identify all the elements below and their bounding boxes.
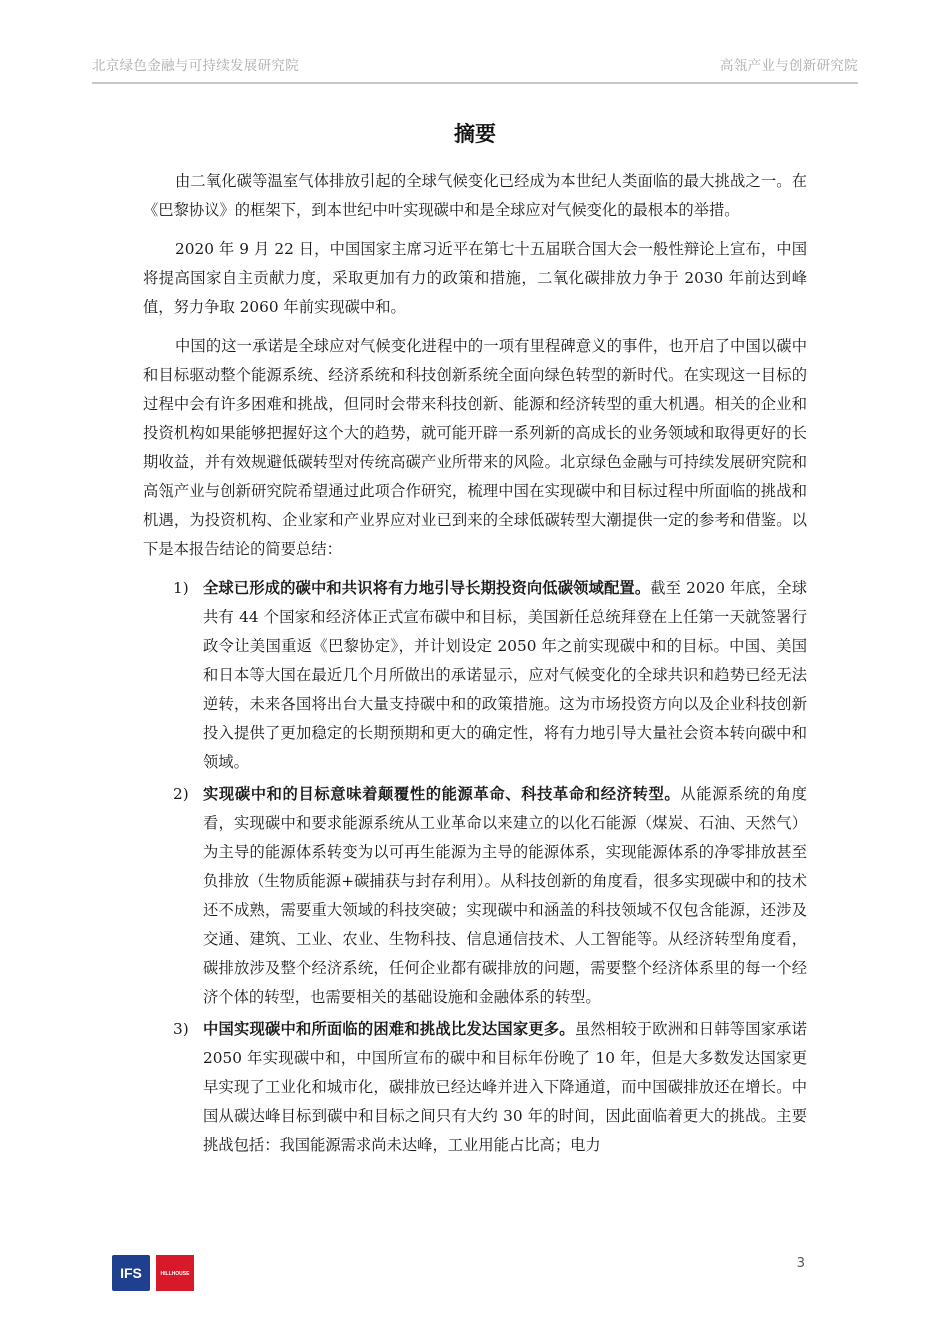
list-item-text: 虽然相较于欧洲和日韩等国家承诺 2050 年实现碳中和，中国所宣布的碳中和目标年份晚了 10 年，但是大多数发达国家更早实现了工业化和城市化，碳排放已经达峰并进入下降通道，而中国碳排放还在增长。中国从碳达峰目标到碳中和目标之间只有大约 30 年的时间，因此面临着更大的挑战。主要挑战包括：我国能源需求尚未达峰，工业用能占比高；电力 (203, 1020, 807, 1154)
header-left-institute: 北京绿色金融与可持续发展研究院 (92, 58, 299, 74)
ifs-hillhouse-logo (112, 1255, 194, 1291)
list-item (143, 574, 807, 777)
hillhouse-logo-text: HILLHOUSE (160, 1271, 190, 1277)
list-item-lead: 实现碳中和的目标意味着颠覆性的能源革命、科技革命和经济转型。 (203, 785, 681, 803)
paragraph-intro: 由二氧化碳等温室气体排放引起的全球气候变化已经成为本世纪人类面临的最大挑战之一。在《巴黎协议》的框架下，到本世纪中叶实现碳中和是全球应对气候变化的最根本的举措。 (143, 172, 807, 219)
page-title: 摘要 (454, 122, 496, 146)
page-number: 3 (796, 1256, 805, 1271)
list-item-text: 截至 2020 年底，全球共有 44 个国家和经济体正式宣布碳中和目标，美国新任总统拜登在上任第一天就签署行政令让美国重返《巴黎协定》，并计划设定 2050 年之前实现碳中和的目标。中国、美国和日本等大国在最近几个月所做出的承诺显示，应对气候变化的全球共识和趋势已经无法逆转，未来各国将出台大量支持碳中和的政策措施。这为市场投资方向以及企业科技创新投入提供了更加稳定的长期预期和更大的确定性，将有力地引导大量社会资本转向碳中和领域。 (203, 579, 807, 771)
list-item (143, 1015, 807, 1160)
document-body (143, 167, 807, 1163)
list-item-number: 3) (173, 1020, 189, 1038)
list-item (143, 780, 807, 1012)
ifs-logo-text: IFS (120, 1265, 142, 1281)
list-item-text: 从能源系统的角度看，实现碳中和要求能源系统从工业革命以来建立的以化石能源（煤炭、石油、天然气）为主导的能源体系转变为以可再生能源为主导的能源体系，实现能源体系的净零排放甚至负排放（生物质能源+碳捕获与封存利用）。从科技创新的角度看，很多实现碳中和的技术还不成熟，需要重大领域的科技突破；实现碳中和涵盖的科技领域不仅包含能源，还涉及交通、建筑、工业、农业、生物科技、信息通信技术、人工智能等。从经济转型角度看，碳排放涉及整个经济系统，任何企业都有碳排放的问题，需要整个经济体系里的每一个经济个体的转型，也需要相关的基础设施和金融体系的转型。 (203, 785, 807, 1006)
header-right-institute: 高瓴产业与创新研究院 (720, 58, 858, 74)
header-divider (92, 82, 858, 84)
paragraph-announcement: 2020 年 9 月 22 日，中国国家主席习近平在第七十五届联合国大会一般性辩论上宣布，中国将提高国家自主贡献力度，采取更加有力的政策和措施，二氧化碳排放力争于 2030 年前达到峰值，努力争取 2060 年前实现碳中和。 (143, 240, 807, 316)
list-item-number: 1) (173, 579, 189, 597)
conclusion-list (143, 574, 807, 1160)
list-item-lead: 全球已形成的碳中和共识将有力地引导长期投资向低碳领域配置。 (203, 579, 651, 597)
list-item-lead: 中国实现碳中和所面临的困难和挑战比发达国家更多。 (203, 1020, 575, 1038)
paragraph-commitment: 中国的这一承诺是全球应对气候变化进程中的一项有里程碑意义的事件，也开启了中国以碳中和目标驱动整个能源系统、经济系统和科技创新系统全面向绿色转型的新时代。在实现这一目标的过程中会有许多困难和挑战，但同时会带来科技创新、能源和经济转型的重大机遇。相关的企业和投资机构如果能够把握好这个大的趋势，就可能开辟一系列新的高成长的业务领域和取得更好的长期收益，并有效规避低碳转型对传统高碳产业所带来的风险。北京绿色金融与可持续发展研究院和高瓴产业与创新研究院希望通过此项合作研究，梳理中国在实现碳中和目标过程中所面临的挑战和机遇，为投资机构、企业家和产业界应对业已到来的全球低碳转型大潮提供一定的参考和借鉴。以下是本报告结论的简要总结： (143, 337, 807, 558)
list-item-number: 2) (173, 785, 189, 803)
